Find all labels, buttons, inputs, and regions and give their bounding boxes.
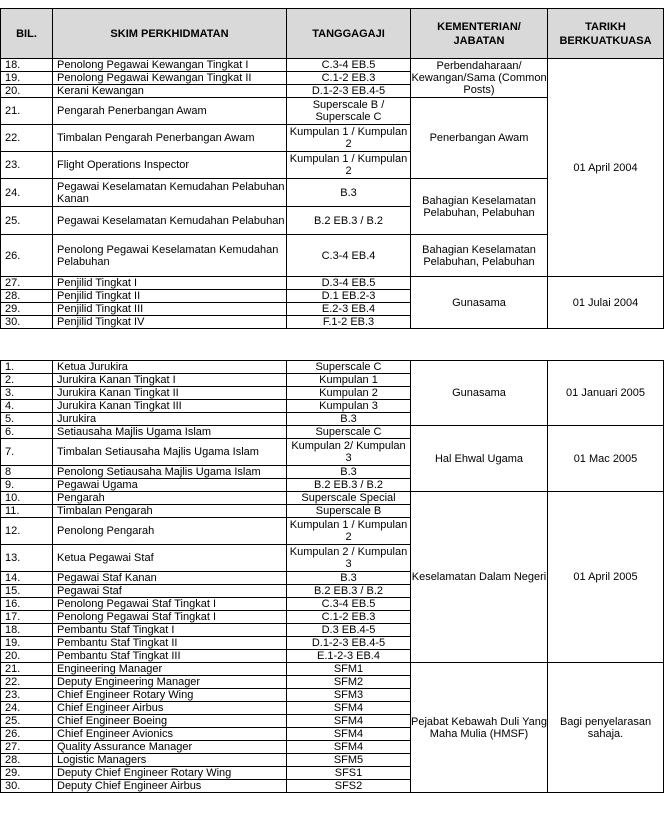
gaji: D.1-2-3 EB.4-5 bbox=[287, 637, 411, 650]
table-row bbox=[1, 277, 664, 290]
gaji: B.3 bbox=[287, 466, 411, 479]
gaji: SFM4 bbox=[287, 702, 411, 715]
gaji: C.3-4 EB.5 bbox=[287, 59, 411, 72]
skim: Kerani Kewangan bbox=[53, 85, 287, 98]
tarikh-cell: 01 Mac 2005 bbox=[548, 426, 664, 492]
header-row bbox=[1, 9, 664, 59]
bil: 6. bbox=[1, 426, 53, 439]
gaji: Kumpulan 2 bbox=[287, 387, 411, 400]
gaji: D.1 EB.2-3 bbox=[287, 290, 411, 303]
bil: 30. bbox=[1, 316, 53, 329]
bil: 25. bbox=[1, 207, 53, 235]
gaji: Kumpulan 1 / Kumpulan 2 bbox=[287, 518, 411, 545]
bil: 23. bbox=[1, 152, 53, 179]
gaji: B.3 bbox=[287, 413, 411, 426]
gaji: SFM1 bbox=[287, 663, 411, 676]
kementerian-cell: Hal Ehwal Ugama bbox=[411, 426, 548, 492]
gaji: D.3 EB.4-5 bbox=[287, 624, 411, 637]
bil: 10. bbox=[1, 492, 53, 505]
bil: 16. bbox=[1, 598, 53, 611]
bil: 19. bbox=[1, 72, 53, 85]
gaji: B.3 bbox=[287, 179, 411, 207]
skim: Jurukira Kanan Tingkat III bbox=[53, 400, 287, 413]
gaji: B.2 EB.3 / B.2 bbox=[287, 479, 411, 492]
gaji: B.3 bbox=[287, 572, 411, 585]
table-row bbox=[1, 59, 664, 72]
gaji: C.1-2 EB.3 bbox=[287, 611, 411, 624]
skim: Quality Assurance Manager bbox=[53, 741, 287, 754]
gaji: Superscale B bbox=[287, 505, 411, 518]
skim: Chief Engineer Airbus bbox=[53, 702, 287, 715]
skim: Deputy Chief Engineer Airbus bbox=[53, 780, 287, 793]
header-gaji: TANGGAGAJI bbox=[287, 9, 411, 59]
kementerian-cell: Bahagian Keselamatan Pelabuhan, Pelabuhan bbox=[411, 235, 548, 277]
tarikh-cell: 01 April 2005 bbox=[548, 492, 664, 663]
gaji: F.1-2 EB.3 bbox=[287, 316, 411, 329]
bil: 20. bbox=[1, 85, 53, 98]
table-1 bbox=[0, 8, 664, 329]
bil: 18. bbox=[1, 624, 53, 637]
skim: Pegawai Keselamatan Kemudahan Pelabuhan Kanan bbox=[53, 179, 287, 207]
bil: 1. bbox=[1, 361, 53, 374]
gaji: Superscale C bbox=[287, 361, 411, 374]
skim: Pembantu Staf Tingkat III bbox=[53, 650, 287, 663]
bil: 17. bbox=[1, 611, 53, 624]
bil: 27. bbox=[1, 741, 53, 754]
skim: Setiausaha Majlis Ugama Islam bbox=[53, 426, 287, 439]
gaji: Kumpulan 1 bbox=[287, 374, 411, 387]
bil: 3. bbox=[1, 387, 53, 400]
gaji: D.1-2-3 EB.4-5 bbox=[287, 85, 411, 98]
skim: Engineering Manager bbox=[53, 663, 287, 676]
skim: Chief Engineer Rotary Wing bbox=[53, 689, 287, 702]
skim: Penjilid Tingkat III bbox=[53, 303, 287, 316]
skim: Pengarah Penerbangan Awam bbox=[53, 98, 287, 125]
skim: Penjilid Tingkat IV bbox=[53, 316, 287, 329]
kementerian-cell: Keselamatan Dalam Negeri bbox=[411, 492, 548, 663]
bil: 5. bbox=[1, 413, 53, 426]
gaji: SFM5 bbox=[287, 754, 411, 767]
bil: 20. bbox=[1, 650, 53, 663]
tarikh-cell: 01 Julai 2004 bbox=[548, 277, 664, 329]
bil: 24. bbox=[1, 179, 53, 207]
gaji: SFM2 bbox=[287, 676, 411, 689]
skim: Pegawai Staf Kanan bbox=[53, 572, 287, 585]
header-bil: BIL. bbox=[1, 9, 53, 59]
skim: Penolong Pegawai Staf Tingkat I bbox=[53, 598, 287, 611]
table-row bbox=[1, 426, 664, 439]
gaji: E.1-2-3 EB.4 bbox=[287, 650, 411, 663]
skim: Timbalan Pengarah Penerbangan Awam bbox=[53, 125, 287, 152]
gaji: Superscale Special bbox=[287, 492, 411, 505]
bil: 26. bbox=[1, 235, 53, 277]
skim: Deputy Chief Engineer Rotary Wing bbox=[53, 767, 287, 780]
gaji: D.3-4 EB.5 bbox=[287, 277, 411, 290]
bil: 12. bbox=[1, 518, 53, 545]
bil: 14. bbox=[1, 572, 53, 585]
gaji: SFS2 bbox=[287, 780, 411, 793]
bil: 21. bbox=[1, 98, 53, 125]
skim: Pengarah bbox=[53, 492, 287, 505]
skim: Penjilid Tingkat II bbox=[53, 290, 287, 303]
bil: 29. bbox=[1, 303, 53, 316]
skim: Penolong Pegawai Keselamatan Kemudahan Pelabuhan bbox=[53, 235, 287, 277]
skim: Penjilid Tingkat I bbox=[53, 277, 287, 290]
bil: 25. bbox=[1, 715, 53, 728]
skim: Timbalan Setiausaha Majlis Ugama Islam bbox=[53, 439, 287, 466]
bil: 11. bbox=[1, 505, 53, 518]
kementerian-cell: Perbendaharaan/ Kewangan/Sama (Common Posts) bbox=[411, 60, 547, 96]
skim: Jurukira bbox=[53, 413, 287, 426]
header-skim: SKIM PERKHIDMATAN bbox=[53, 9, 287, 59]
skim: Flight Operations Inspector bbox=[53, 152, 287, 179]
gaji: B.2 EB.3 / B.2 bbox=[287, 585, 411, 598]
table-row bbox=[1, 663, 664, 676]
bil: 9. bbox=[1, 479, 53, 492]
gaji: C.3-4 EB.5 bbox=[287, 598, 411, 611]
skim: Penolong Pegawai Staf Tingkat I bbox=[53, 611, 287, 624]
skim: Pegawai Staf bbox=[53, 585, 287, 598]
skim: Penolong Pegawai Kewangan Tingkat II bbox=[53, 72, 287, 85]
gaji: C.3-4 EB.4 bbox=[287, 235, 411, 277]
gaji: Superscale B / Superscale C bbox=[287, 98, 411, 125]
skim: Penolong Setiausaha Majlis Ugama Islam bbox=[53, 466, 287, 479]
bil: 27. bbox=[1, 277, 53, 290]
bil: 8 bbox=[1, 466, 53, 479]
skim: Chief Engineer Boeing bbox=[53, 715, 287, 728]
bil: 2. bbox=[1, 374, 53, 387]
bil: 28. bbox=[1, 754, 53, 767]
bil: 22. bbox=[1, 125, 53, 152]
kementerian-cell: Gunasama bbox=[411, 361, 548, 426]
bil: 21. bbox=[1, 663, 53, 676]
skim: Pegawai Ugama bbox=[53, 479, 287, 492]
skim: Penolong Pengarah bbox=[53, 518, 287, 545]
skim: Ketua Jurukira bbox=[53, 361, 287, 374]
bil: 15. bbox=[1, 585, 53, 598]
skim: Deputy Engineering Manager bbox=[53, 676, 287, 689]
gaji: SFM3 bbox=[287, 689, 411, 702]
bil: 13. bbox=[1, 545, 53, 572]
skim: Timbalan Pengarah bbox=[53, 505, 287, 518]
bil: 24. bbox=[1, 702, 53, 715]
bil: 18. bbox=[1, 59, 53, 72]
kementerian-cell: Bahagian Keselamatan Pelabuhan, Pelabuhan bbox=[411, 179, 548, 235]
table-row bbox=[1, 492, 664, 505]
table-2 bbox=[0, 360, 664, 793]
bil: 29. bbox=[1, 767, 53, 780]
tarikh-cell: 01 Januari 2005 bbox=[548, 361, 664, 426]
table-row bbox=[1, 361, 664, 374]
bil: 23. bbox=[1, 689, 53, 702]
header-tarikh: TARIKH BERKUATKUASA bbox=[548, 9, 664, 59]
kementerian-cell: Gunasama bbox=[411, 277, 548, 329]
tarikh-cell: Bagi penyelarasan sahaja. bbox=[548, 663, 664, 793]
bil: 30. bbox=[1, 780, 53, 793]
gaji: Kumpulan 2/ Kumpulan 3 bbox=[287, 439, 411, 466]
skim: Pembantu Staf Tingkat I bbox=[53, 624, 287, 637]
bil: 19. bbox=[1, 637, 53, 650]
skim: Penolong Pegawai Kewangan Tingkat I bbox=[53, 59, 287, 72]
skim: Jurukira Kanan Tingkat II bbox=[53, 387, 287, 400]
skim: Pembantu Staf Tingkat II bbox=[53, 637, 287, 650]
gaji: Superscale C bbox=[287, 426, 411, 439]
skim: Ketua Pegawai Staf bbox=[53, 545, 287, 572]
skim: Pegawai Keselamatan Kemudahan Pelabuhan bbox=[53, 207, 287, 235]
gaji: Kumpulan 3 bbox=[287, 400, 411, 413]
skim: Jurukira Kanan Tingkat I bbox=[53, 374, 287, 387]
kementerian-cell: Pejabat Kebawah Duli Yang Maha Mulia (HMSF) bbox=[411, 663, 548, 793]
bil: 22. bbox=[1, 676, 53, 689]
gaji: SFS1 bbox=[287, 767, 411, 780]
gaji: Kumpulan 2 / Kumpulan 3 bbox=[287, 545, 411, 572]
bil: 7. bbox=[1, 439, 53, 466]
tarikh-cell: 01 April 2004 bbox=[548, 59, 664, 277]
bil: 28. bbox=[1, 290, 53, 303]
bil: 26. bbox=[1, 728, 53, 741]
gaji: B.2 EB.3 / B.2 bbox=[287, 207, 411, 235]
bil: 4. bbox=[1, 400, 53, 413]
kementerian-cell: Penerbangan Awam bbox=[411, 98, 548, 179]
skim: Logistic Managers bbox=[53, 754, 287, 767]
gaji: Kumpulan 1 / Kumpulan 2 bbox=[287, 125, 411, 152]
header-kementerian: KEMENTERIAN/ JABATAN bbox=[411, 9, 548, 59]
gaji: E.2-3 EB.4 bbox=[287, 303, 411, 316]
gaji: C.1-2 EB.3 bbox=[287, 72, 411, 85]
skim: Chief Engineer Avionics bbox=[53, 728, 287, 741]
gaji: SFM4 bbox=[287, 728, 411, 741]
gaji: Kumpulan 1 / Kumpulan 2 bbox=[287, 152, 411, 179]
gaji: SFM4 bbox=[287, 715, 411, 728]
gaji: SFM4 bbox=[287, 741, 411, 754]
